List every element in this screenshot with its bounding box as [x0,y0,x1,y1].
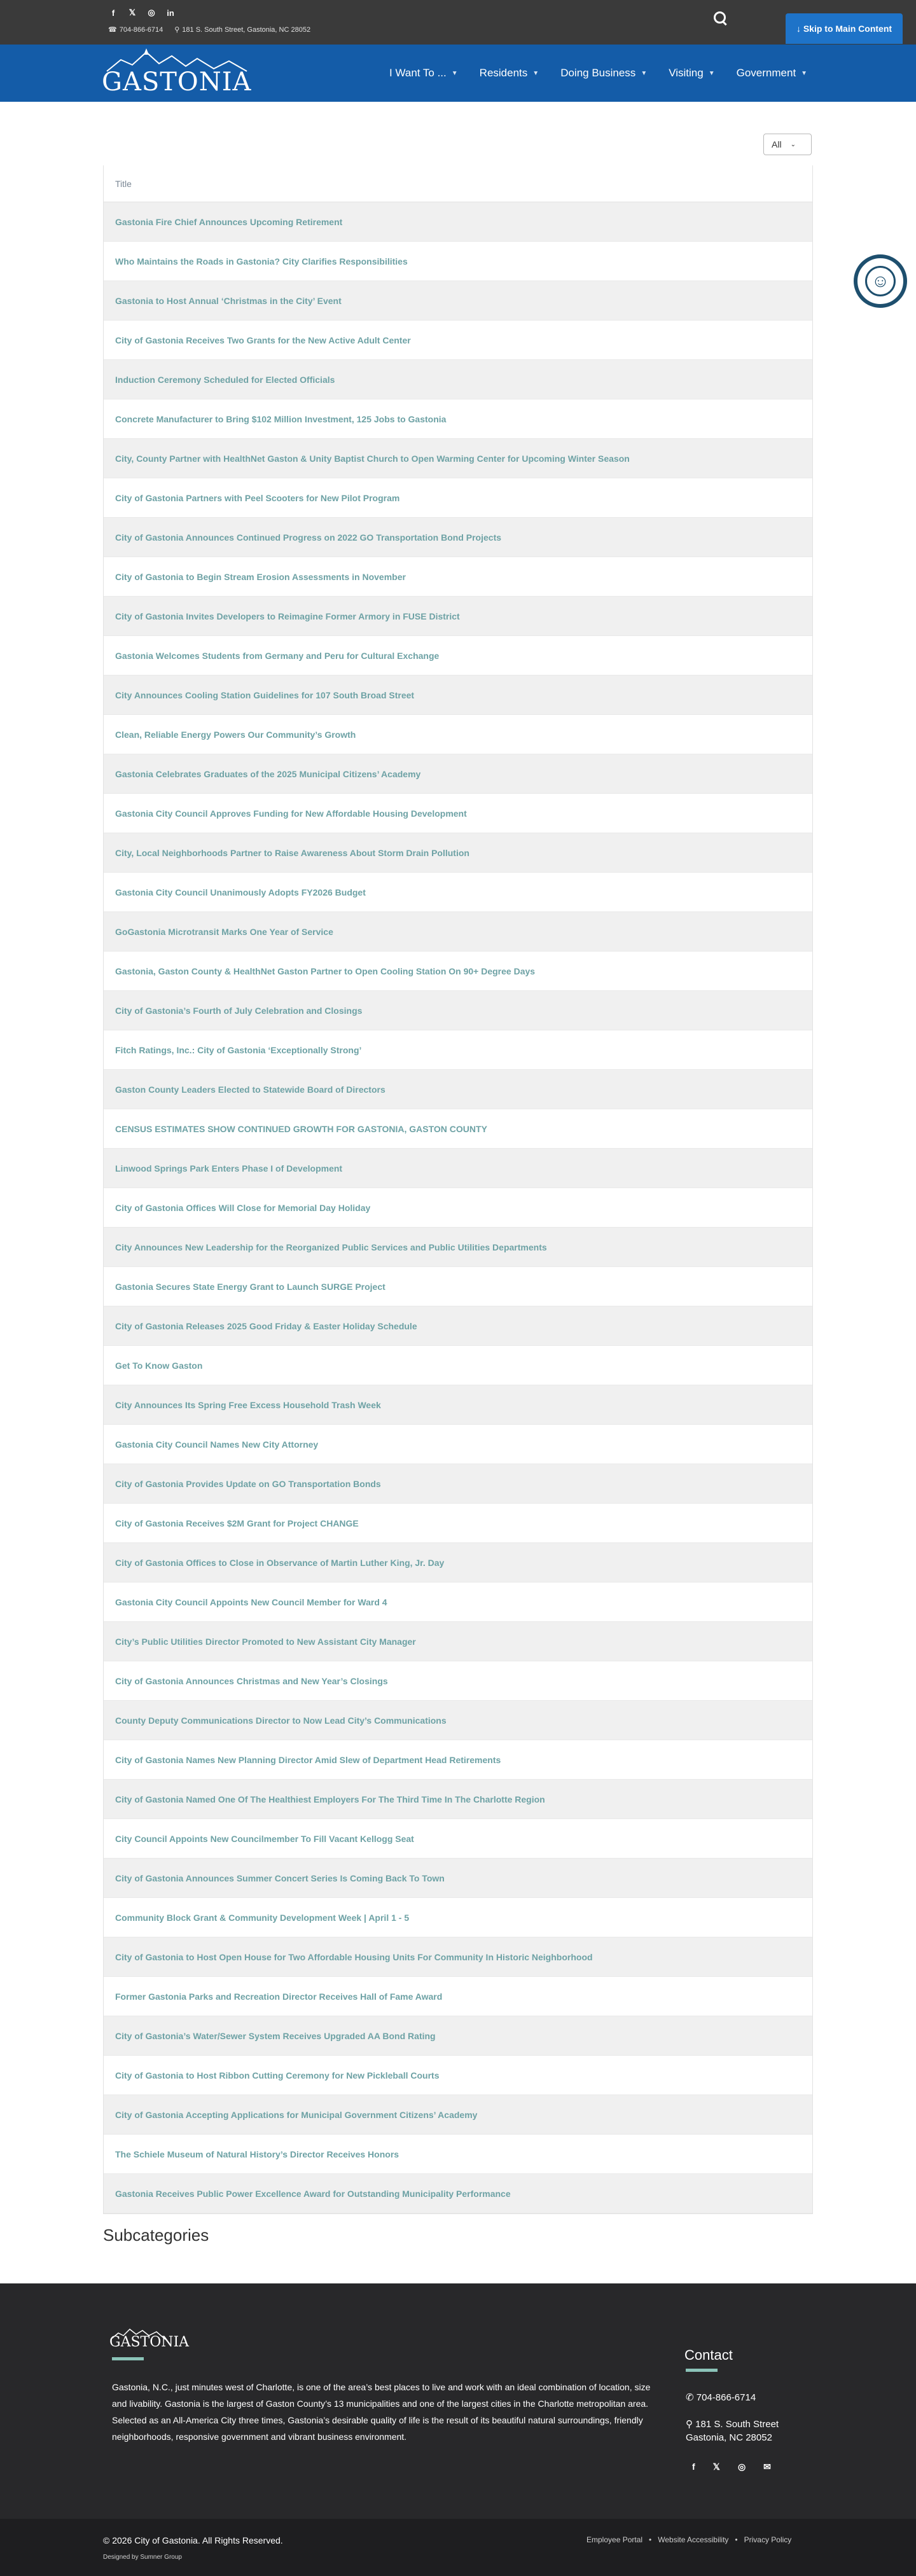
accessibility-icon: ☺ [865,266,896,296]
list-item [104,1661,812,1701]
footer-about-text: Gastonia, N.C., just minutes west of Charlotte, is one of the area’s best places to live and work with an ideal combination of location, size and livability. Gastonia is the largest of Gaston County’s 13 municipalities and one of the largest cities in the Charlotte metropolitan area. Selected as an All-America City three times, Gastonia’s desirable quality of life is the result of its beautiful natural surroundings, friendly neighborhoods, responsive government and vibrant business environment. [112,2382,651,2442]
nav-label: Visiting [669,67,704,79]
list-item [104,833,812,873]
news-article-link[interactable]: City of Gastonia Invites Developers to Reimagine Former Armory in FUSE District [115,611,460,621]
list-item [104,912,812,952]
news-article-link[interactable]: City of Gastonia Offices Will Close for Memorial Day Holiday [115,1202,371,1213]
news-article-link[interactable]: City of Gastonia to Begin Stream Erosion Assessments in November [115,571,406,582]
list-item [104,991,812,1030]
list-item [104,1701,812,1740]
accessibility-widget-button[interactable] [854,254,907,308]
site-logo[interactable] [102,47,254,98]
list-item [104,1306,812,1346]
nav-i-want-to[interactable] [389,67,458,80]
list-item [104,675,812,715]
social-links [108,8,176,18]
news-article-link[interactable]: City of Gastonia Provides Update on GO Transportation Bonds [115,1478,381,1489]
news-article-link[interactable]: Gastonia, Gaston County & HealthNet Gaston Partner to Open Cooling Station On 90+ Degree Days [115,966,536,976]
list-item [104,439,812,478]
news-article-link[interactable]: City’s Public Utilities Director Promoted to New Assistant City Manager [115,1636,416,1647]
news-article-link[interactable]: Community Block Grant & Community Development Week | April 1 - 5 [115,1912,410,1923]
list-item [104,754,812,794]
news-article-link[interactable]: City Announces Its Spring Free Excess Household Trash Week [115,1399,381,1410]
main-navigation-bar [0,45,916,102]
news-article-link[interactable]: City of Gastonia Receives $2M Grant for Project CHANGE [115,1518,359,1528]
news-article-link[interactable]: Gaston County Leaders Elected to Statewide Board of Directors [115,1084,385,1095]
separator: • [649,2535,652,2544]
news-article-link[interactable]: Gastonia City Council Appoints New Council Member for Ward 4 [115,1596,387,1607]
news-article-link[interactable]: Induction Ceremony Scheduled for Elected Officials [115,374,335,385]
website-accessibility-link[interactable]: Website Accessibility [658,2535,729,2544]
news-article-link[interactable]: Linwood Springs Park Enters Phase I of Development [115,1163,343,1174]
subcategories-heading: Subcategories [103,2226,209,2245]
footer-address-line1-value: 181 S. South Street [695,2419,779,2430]
list-item [104,1030,812,1070]
primary-nav [389,45,807,102]
list-item [104,2174,812,2213]
list-item [104,1859,812,1898]
list-item [104,1070,812,1109]
email-icon[interactable]: ✉ [763,2462,771,2472]
chevron-down-icon: ⌄ [790,141,796,148]
nav-residents[interactable] [480,67,539,80]
news-article-link[interactable]: City of Gastonia Names New Planning Director Amid Slew of Department Head Retirements [115,1754,501,1765]
separator: • [735,2535,738,2544]
news-article-link[interactable]: City of Gastonia Offices to Close in Observance of Martin Luther King, Jr. Day [115,1557,445,1568]
chevron-down-icon: ▼ [801,69,808,77]
instagram-icon[interactable]: ◎ [737,2462,746,2472]
top-utility-bar [0,0,916,45]
list-item [104,202,812,242]
news-article-link[interactable]: Concrete Manufacturer to Bring $102 Million Investment, 125 Jobs to Gastonia [115,413,447,424]
nav-label: I Want To ... [389,67,447,79]
footer-contact-accent-bar [686,2369,718,2372]
location-icon: ⚲ [686,2419,696,2430]
designed-by-link[interactable]: Designed by Sumner Group [103,2554,182,2561]
location-icon: ⚲ [174,26,180,34]
footer-contact-title: Contact [684,2347,733,2363]
news-article-link[interactable]: CENSUS ESTIMATES SHOW CONTINUED GROWTH FOR GASTONIA, GASTON COUNTY [115,1123,487,1134]
news-article-link[interactable]: City of Gastonia to Host Ribbon Cutting Ceremony for New Pickleball Courts [115,2070,440,2081]
news-article-link[interactable]: Fitch Ratings, Inc.: City of Gastonia ‘Exceptionally Strong’ [115,1044,362,1055]
list-item [104,1385,812,1425]
list-item [104,557,812,597]
news-article-link[interactable]: City, Local Neighborhoods Partner to Raise Awareness About Storm Drain Pollution [115,847,469,858]
list-item [104,2056,812,2095]
search-icon[interactable] [714,11,728,25]
list-item [104,1346,812,1385]
privacy-policy-link[interactable]: Privacy Policy [744,2535,792,2544]
news-article-link[interactable]: County Deputy Communications Director to Now Lead City’s Communications [115,1715,447,1726]
chevron-down-icon: ▼ [532,69,539,77]
copyright-text: © 2026 City of Gastonia. All Rights Reserved. [103,2535,283,2545]
instagram-icon[interactable]: ◎ [148,8,155,17]
list-item [104,1977,812,2016]
list-item [104,1543,812,1582]
list-item [104,1582,812,1622]
news-article-link[interactable]: City of Gastonia’s Fourth of July Celebration and Closings [115,1005,363,1016]
filter-selected-value: All [772,139,782,149]
phone-icon: ☎ [108,26,117,34]
list-item [104,1819,812,1859]
list-item [104,2095,812,2135]
nav-label: Doing Business [560,67,636,79]
list-item [104,1504,812,1543]
list-item [104,1464,812,1504]
news-article-link[interactable]: City of Gastonia Partners with Peel Scooters for New Pilot Program [115,492,400,503]
header-phone[interactable]: 704-866-6714 [119,26,163,34]
list-item [104,1898,812,1937]
list-item [104,2135,812,2174]
news-article-link[interactable]: Clean, Reliable Energy Powers Our Community’s Growth [115,729,356,740]
list-item [104,281,812,321]
list-item [104,1425,812,1464]
nav-government[interactable] [737,67,807,80]
header-address[interactable]: 181 S. South Street, Gastonia, NC 28052 [182,26,311,34]
list-item [104,952,812,991]
news-article-link[interactable]: Gastonia to Host Annual ‘Christmas in the City’ Event [115,295,342,306]
news-list [103,165,813,2214]
nav-visiting[interactable] [669,67,714,80]
nav-doing-business[interactable] [560,67,647,80]
footer-phone-value: 704-866-6714 [696,2392,756,2403]
list-item [104,1740,812,1780]
footer-phone[interactable] [686,2392,756,2403]
news-article-link[interactable]: Gastonia Celebrates Graduates of the 2025 Municipal Citizens’ Academy [115,768,421,779]
news-article-link[interactable]: City, County Partner with HealthNet Gaston & Unity Baptist Church to Open Warming Center for Upcoming Winter Season [115,453,630,464]
list-item [104,1149,812,1188]
list-item [104,873,812,912]
footer-address-line1 [686,2418,779,2430]
list-item [104,1780,812,1819]
nav-label: Residents [479,67,528,79]
list-header-title: Title [104,165,812,202]
linkedin-icon[interactable]: in [167,8,174,18]
list-item [104,2016,812,2056]
logo-wordmark: GASTONIA [102,67,252,97]
twitter-icon[interactable]: 𝕏 [712,2462,720,2472]
news-article-link[interactable]: City of Gastonia Announces Christmas and New Year’s Closings [115,1675,388,1686]
list-item [104,1109,812,1149]
news-article-link[interactable]: Gastonia Receives Public Power Excellence Award for Outstanding Municipality Performance [115,2188,511,2199]
footer-bottom-bar [0,2519,916,2576]
news-article-link[interactable]: Gastonia City Council Approves Funding for New Affordable Housing Development [115,808,467,819]
news-article-link[interactable]: Who Maintains the Roads in Gastonia? City Clarifies Responsibilities [115,256,408,267]
phone-icon: ✆ [686,2392,697,2403]
facebook-icon[interactable]: f [111,8,115,18]
chevron-down-icon: ▼ [708,69,715,77]
list-item [104,399,812,439]
skip-to-main-button[interactable]: ↓ Skip to Main Content [786,13,903,44]
list-item [104,360,812,399]
main-content [0,102,916,2283]
twitter-icon[interactable]: 𝕏 [128,8,136,17]
nav-label: Government [736,67,796,79]
list-item [104,715,812,754]
list-item [104,478,812,518]
list-item [104,1267,812,1306]
list-item [104,597,812,636]
list-item [104,518,812,557]
news-article-link[interactable]: Gastonia City Council Unanimously Adopts FY2026 Budget [115,887,366,897]
news-article-link[interactable]: City of Gastonia Announces Continued Progress on 2022 GO Transportation Bond Projects [115,532,502,543]
site-footer [0,2283,916,2519]
news-article-link[interactable]: City of Gastonia Named One Of The Healthiest Employers For The Third Time In The Charlotte Region [115,1794,545,1804]
list-item [104,794,812,833]
list-item [104,242,812,281]
news-article-link[interactable]: City Council Appoints New Councilmember To Fill Vacant Kellogg Seat [115,1833,414,1844]
chevron-down-icon: ▼ [641,69,648,77]
news-article-link[interactable]: City Announces Cooling Station Guidelines for 107 South Broad Street [115,689,415,700]
news-article-link[interactable]: Gastonia Secures State Energy Grant to Launch SURGE Project [115,1281,385,1292]
footer-address-line2: Gastonia, NC 28052 [686,2432,772,2443]
facebook-icon[interactable]: f [692,2462,695,2472]
chevron-down-icon: ▼ [451,69,458,77]
footer-logo[interactable]: GASTONIA [109,2334,190,2350]
news-article-link[interactable]: Gastonia Fire Chief Announces Upcoming Retirement [115,216,343,227]
news-article-link[interactable]: The Schiele Museum of Natural History’s Director Receives Honors [115,2149,399,2159]
list-item [104,1228,812,1267]
news-article-link[interactable]: City Announces New Leadership for the Reorganized Public Services and Public Utilities Departments [115,1242,547,1252]
category-filter-select[interactable] [763,134,812,155]
news-article-link[interactable]: GoGastonia Microtransit Marks One Year of Service [115,926,333,937]
news-article-link[interactable]: Get To Know Gaston [115,1360,203,1371]
news-article-link[interactable]: City of Gastonia to Host Open House for Two Affordable Housing Units For Community In Historic Neighborhood [115,1951,593,1962]
news-article-link[interactable]: City of Gastonia Announces Summer Concert Series Is Coming Back To Town [115,1873,445,1883]
header-contact [108,25,310,34]
news-article-link[interactable]: City of Gastonia Accepting Applications for Municipal Government Citizens’ Academy [115,2109,478,2120]
news-article-link[interactable]: Gastonia Welcomes Students from Germany and Peru for Cultural Exchange [115,650,440,661]
news-article-link[interactable]: Former Gastonia Parks and Recreation Director Receives Hall of Fame Award [115,1991,443,2002]
list-item [104,1937,812,1977]
footer-social-links [692,2462,771,2472]
news-article-link[interactable]: City of Gastonia Receives Two Grants for the New Active Adult Center [115,335,411,345]
list-item [104,1622,812,1661]
list-item [104,1188,812,1228]
employee-portal-link[interactable]: Employee Portal [586,2535,643,2544]
news-article-link[interactable]: City of Gastonia’s Water/Sewer System Receives Upgraded AA Bond Rating [115,2030,436,2041]
news-article-link[interactable]: City of Gastonia Releases 2025 Good Friday & Easter Holiday Schedule [115,1320,417,1331]
news-article-link[interactable]: Gastonia City Council Names New City Attorney [115,1439,319,1450]
footer-legal-links [586,2535,791,2544]
footer-accent-bar [112,2357,144,2360]
list-item [104,321,812,360]
list-item [104,636,812,675]
